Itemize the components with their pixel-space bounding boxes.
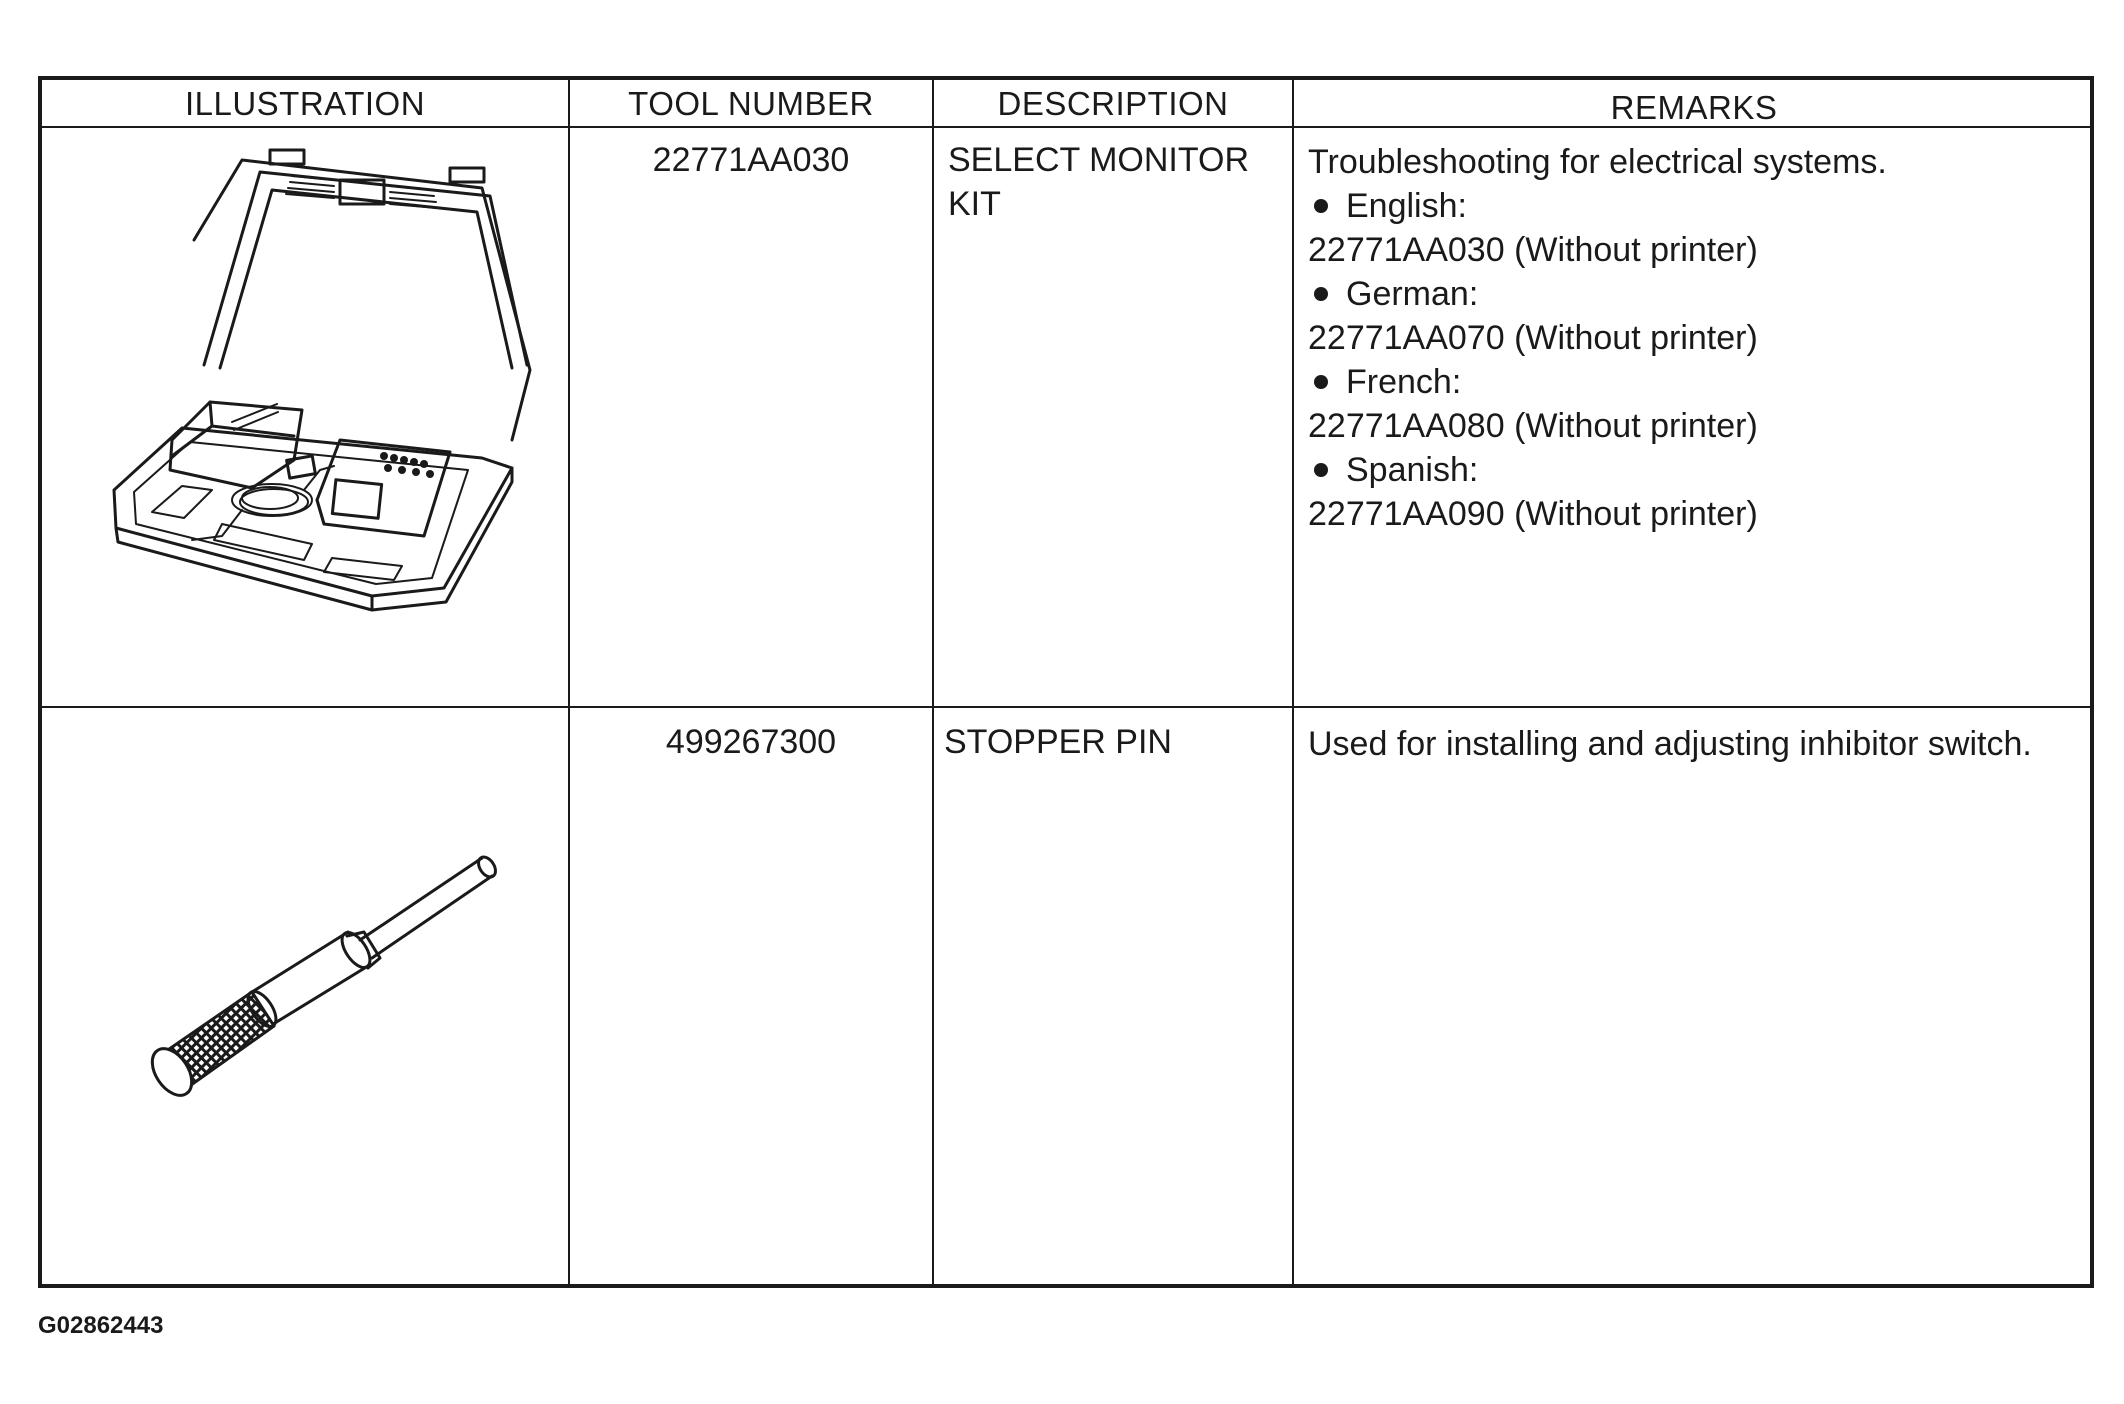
language-item <box>1308 184 1887 228</box>
description-cell: STOPPER PIN <box>944 723 1172 761</box>
part-number: 22771AA090 (Without printer) <box>1308 495 1758 533</box>
header-description: DESCRIPTION <box>997 85 1229 122</box>
language-label: Spanish: <box>1346 451 1479 489</box>
select-monitor-kit-case-icon <box>72 140 552 640</box>
bullet-icon <box>1314 463 1328 477</box>
column-divider <box>1292 80 1294 1284</box>
special-tools-table <box>38 76 2094 1288</box>
tool-number-cell: 499267300 <box>665 723 837 761</box>
bullet-icon <box>1314 199 1328 213</box>
part-number: 22771AA070 (Without printer) <box>1308 319 1758 357</box>
part-number: 22771AA030 (Without printer) <box>1308 231 1758 269</box>
row-divider <box>42 706 2090 708</box>
remarks-intro: Troubleshooting for electrical systems. <box>1308 143 1887 181</box>
language-item <box>1308 272 1887 316</box>
remarks-cell <box>1308 140 1887 536</box>
header-tool-number: TOOL NUMBER <box>628 85 874 122</box>
remarks-cell: Used for installing and adjusting inhibitor switch. <box>1308 725 2032 763</box>
header-remarks: REMARKS <box>1610 89 1778 126</box>
description-line: SELECT MONITOR <box>948 141 1250 179</box>
stopper-pin-icon <box>142 840 542 1160</box>
description-line: KIT <box>948 185 1001 223</box>
bullet-icon <box>1314 287 1328 301</box>
language-item <box>1308 360 1887 404</box>
header-illustration: ILLUSTRATION <box>184 85 426 122</box>
bullet-icon <box>1314 375 1328 389</box>
tool-number-cell: 22771AA030 <box>652 141 850 179</box>
language-label: German: <box>1346 275 1479 313</box>
description-cell <box>948 138 1249 226</box>
part-number: 22771AA080 (Without printer) <box>1308 407 1758 445</box>
language-item <box>1308 448 1887 492</box>
column-divider <box>568 80 570 1284</box>
language-label: French: <box>1346 363 1462 401</box>
figure-id: G02862443 <box>38 1312 164 1339</box>
language-label: English: <box>1346 187 1467 225</box>
column-divider <box>932 80 934 1284</box>
